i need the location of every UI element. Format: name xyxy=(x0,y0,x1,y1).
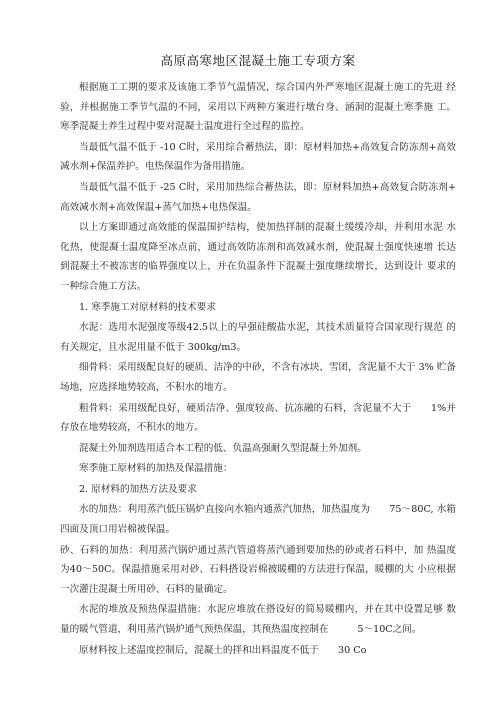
paragraph: 细骨料：采用级配良好的硬质、洁净的中砂，不含有冰块、雪团，含泥量不大于 3% 贮备场地，应选择地势较高，不积水的地方。 xyxy=(60,362,456,393)
paragraph: 砂、石料的加热：利用蒸汽锅炉通过蒸汽管道将蒸汽通到要加热的砂或者石料中，加 热温度为40～50C。保温措施采用对砂、石料搭设岩棉被暖棚的方法进行保温，暖棚的大 小应根据一次灌注混凝土所用砂、石料的量确定。 xyxy=(60,544,456,595)
paragraph: 2. 原材料的加热方法及要求 xyxy=(79,483,197,495)
document-body xyxy=(60,78,456,660)
paragraph: 当最低气温不低于 -10 C时，采用综合蓄热法，即：原材料加热+高效复合防冻剂+高效 减水剂+保温养护。电热保温作为备用措施。 xyxy=(60,141,456,173)
paragraph: 根据施工工期的要求及该施工季节气温情况，综合国内外严寒地区混凝土施工的先进 经验，并根据施工季节气温的不同，采用以下两种方案进行墩台身、涵洞的混凝土寒季施 工。寒季混凝土养生过程中要对混凝土温度进行全过程的监控。 xyxy=(60,82,456,133)
paragraph: 1. 寒季施工对原材料的技术要求 xyxy=(79,301,216,313)
paragraph: 以上方案即通过高效能的保温围护结构，使加热拌制的混凝土缓缓冷却，并利用水泥 水化热，使混凝土温度降至冰点前，通过高效防冻剂和高效减水剂，使混凝土强度快速增 长达到混凝土不被冻害的临界强度以上，并在负温条件下混凝土强度继续增长，达到设计 要求的一种综合施工方法。 xyxy=(60,222,456,292)
paragraph: 寒季施工原材料的加热及保温措施： xyxy=(79,463,233,475)
document-title: 高原高寒地区混凝土施工专项方案 xyxy=(160,53,356,68)
paragraph: 混凝土外加剂选用适合本工程的低、负温高强耐久型混凝土外加剂。 xyxy=(79,442,367,454)
paragraph: 水泥的堆放及预热保温措施：水泥应堆放在搭设好的简易暖棚内，并在其中设置足够 数量的暖气管道，利用蒸汽锅炉通气预热保温，其预热温度控制在 5～10C之间。 xyxy=(60,604,456,636)
paragraph: 粗骨料：采用级配良好，硬质洁净、强度较高、抗冻融的石料，含泥量不大于 1%并存放在地势较高，不积水的地方。 xyxy=(60,402,456,434)
paragraph: 当最低气温不低于 -25 C时，采用加热综合蓄热法，即：原材料加热+高效复合防冻剂+ 高效减水剂+高效保温+蒸气加热+电热保温。 xyxy=(60,181,456,213)
paragraph: 水的加热：利用蒸汽低压锅炉直接向水箱内通蒸汽加热，加热温度为 75～80C, 水箱四面及顶口用岩棉被保温。 xyxy=(60,504,456,536)
paragraph: 原材料按上述温度控制后，混凝土的拌和出料温度不低于 30 Co xyxy=(79,644,367,656)
paragraph: 水泥：选用水泥强度等级42.5以上的早强硅酸盐水泥，其技术质量符合国家现行规范 的有关规定，且水泥用量不低于 300kg/m3。 xyxy=(60,322,456,353)
